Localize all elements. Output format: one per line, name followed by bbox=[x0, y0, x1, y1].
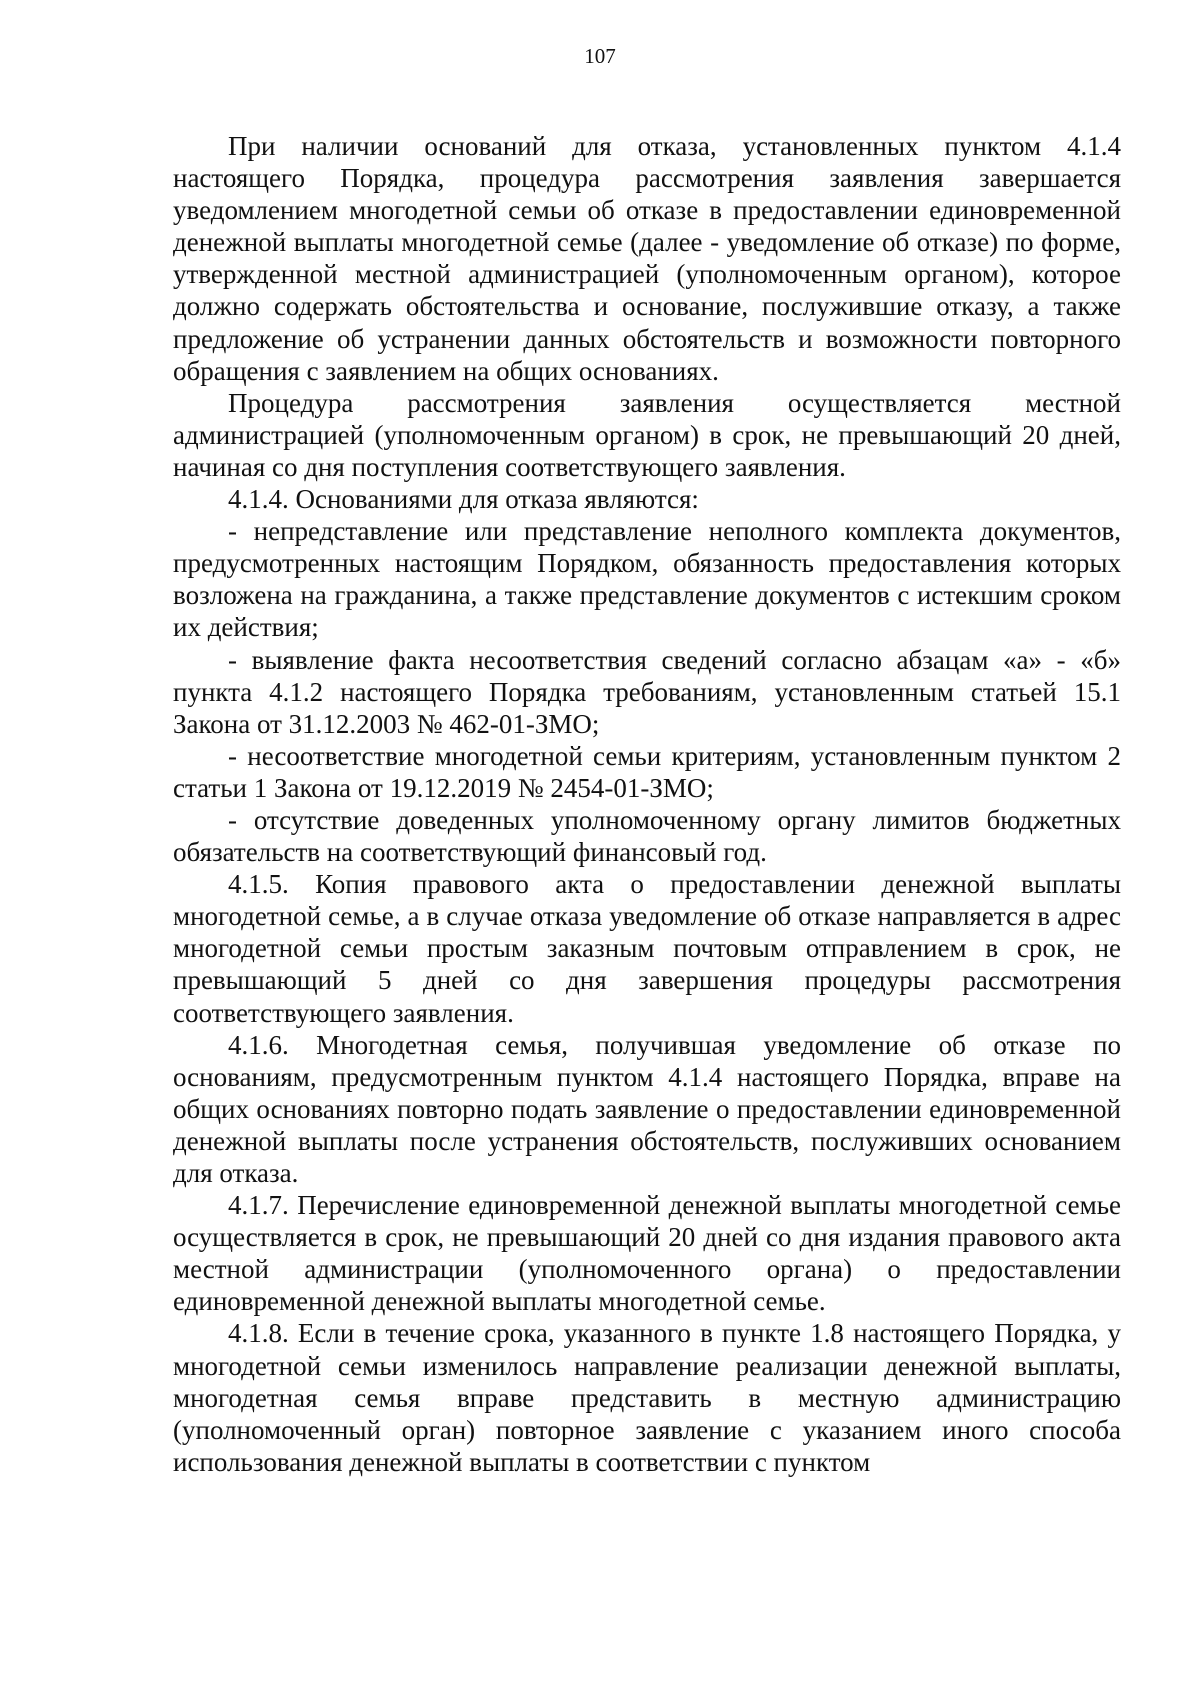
list-item-incomplete-documents: - непредставление или представление неполного комплекта документов, предусмотренных настоящим Порядком, обязанность предоставления которых возложена на гражданина, а также представление документов с истекшим сроком их действия; bbox=[173, 516, 1121, 643]
list-item-data-mismatch: - выявление факта несоответствия сведений согласно абзацам «а» - «б» пункта 4.1.2 настоящего Порядка требованиям, установленным статьей 15.1 Закона от 31.12.2003 № 462-01-ЗМО; bbox=[173, 644, 1121, 739]
page-number: 107 bbox=[584, 44, 616, 68]
document-body bbox=[173, 130, 1121, 1478]
paragraph-4-1-6: 4.1.6. Многодетная семья, получившая уведомление об отказе по основаниям, предусмотренным пунктом 4.1.4 настоящего Порядка, вправе на общих основаниях повторно подать заявление о предоставлении единовременной денежной выплаты после устранения обстоятельств, послуживших основанием для отказа. bbox=[173, 1029, 1121, 1188]
paragraph-4-1-8: 4.1.8. Если в течение срока, указанного в пункте 1.8 настоящего Порядка, у многодетной семьи изменилось направление реализации денежной выплаты, многодетная семья вправе представить в местную администрацию (уполномоченный орган) повторное заявление с указанием иного способа использования денежной выплаты в соответствии с пунктом bbox=[173, 1318, 1121, 1477]
paragraph-refusal-notice: При наличии оснований для отказа, установленных пунктом 4.1.4 настоящего Порядка, процедура рассмотрения заявления завершается уведомлением многодетной семьи об отказе в предоставлении единовременной денежной выплаты многодетной семье (далее - уведомление об отказе) по форме, утвержденной местной администрацией (уполномоченным органом), которое должно содержать обстоятельства и основание, послужившие отказу, а также предложение об устранении данных обстоятельств и возможности повторного обращения с заявлением на общих основаниях. bbox=[173, 131, 1121, 386]
paragraph-4-1-4-heading: 4.1.4. Основаниями для отказа являются: bbox=[228, 484, 699, 515]
list-item-criteria-mismatch: - несоответствие многодетной семьи критериям, установленным пунктом 2 статьи 1 Закона от 19.12.2019 № 2454-01-ЗМО; bbox=[173, 740, 1121, 803]
paragraph-4-1-5: 4.1.5. Копия правового акта о предоставлении денежной выплаты многодетной семье, а в случае отказа уведомление об отказе направляется в адрес многодетной семьи простым заказным почтовым отправлением в срок, не превышающий 5 дней со дня завершения процедуры рассмотрения соответствующего заявления. bbox=[173, 869, 1121, 1028]
paragraph-4-1-7: 4.1.7. Перечисление единовременной денежной выплаты многодетной семье осуществляется в срок, не превышающий 20 дней со дня издания правового акта местной администрации (уполномоченного органа) о предоставлении единовременной денежной выплаты многодетной семье. bbox=[173, 1190, 1121, 1317]
paragraph-review-term: Процедура рассмотрения заявления осуществляется местной администрацией (уполномоченным органом) в срок, не превышающий 20 дней, начиная со дня поступления соответствующего заявления. bbox=[173, 387, 1121, 482]
list-item-budget-limits: - отсутствие доведенных уполномоченному органу лимитов бюджетных обязательств на соответствующий финансовый год. bbox=[173, 804, 1121, 868]
